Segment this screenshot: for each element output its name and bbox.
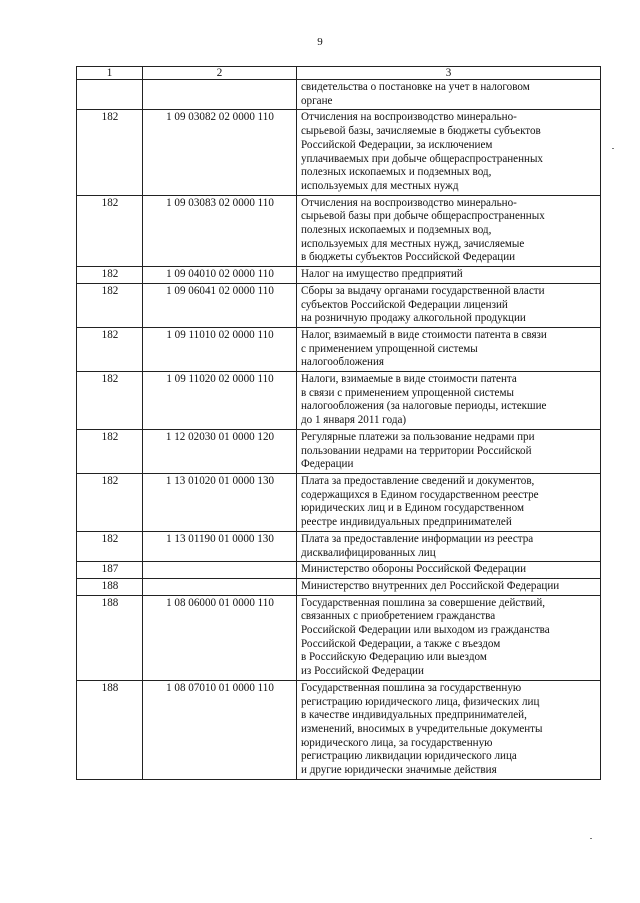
description-cell: Министерство обороны Российской Федерации: [297, 562, 601, 579]
description-cell: Государственная пошлина за государственную регистрацию юридического лица, физических лиц в качестве индивидуальных предпринимателей, изменений, вносимых в учредительные документы юридического лица, за государственную регистрацию ликвидации юридического лица и другие юридически значимые действия: [297, 680, 601, 779]
table-row: [77, 578, 601, 595]
table-row: [77, 562, 601, 579]
admin-code-cell: [77, 80, 143, 110]
revenue-code-cell: 1 09 04010 02 0000 110: [143, 267, 297, 284]
admin-code-cell: 188: [77, 578, 143, 595]
table-row: [77, 110, 601, 195]
admin-code-cell: 182: [77, 429, 143, 473]
table-row: [77, 80, 601, 110]
description-cell: Налог, взимаемый в виде стоимости патента в связи с применением упрощенной системы налогообложения: [297, 327, 601, 371]
revenue-code-cell: [143, 562, 297, 579]
revenue-codes-table: [76, 66, 601, 780]
admin-code-cell: 187: [77, 562, 143, 579]
table-row: [77, 429, 601, 473]
table-row: [77, 327, 601, 371]
revenue-code-cell: 1 13 01020 01 0000 130: [143, 473, 297, 531]
scan-speck: [590, 838, 592, 839]
revenue-code-cell: 1 09 03083 02 0000 110: [143, 195, 297, 267]
table-row: [77, 531, 601, 561]
page-number: 9: [317, 36, 323, 48]
table-header-row: [77, 67, 601, 80]
table-row: [77, 473, 601, 531]
table-row: [77, 267, 601, 284]
table-row: [77, 283, 601, 327]
admin-code-cell: 182: [77, 531, 143, 561]
revenue-code-cell: [143, 80, 297, 110]
description-cell: Государственная пошлина за совершение действий, связанных с приобретением гражданства Российской Федерации или выходом из гражданства Российской Федерации, а также с въездом в Российскую Федерацию или выездом из Российской Федерации: [297, 595, 601, 680]
scan-speck: [612, 148, 614, 149]
revenue-code-cell: 1 12 02030 01 0000 120: [143, 429, 297, 473]
revenue-code-cell: 1 09 03082 02 0000 110: [143, 110, 297, 195]
description-cell: Отчисления на воспроизводство минерально- сырьевой базы, зачисляемые в бюджеты субъектов Российской Федерации, за исключением уплачиваемых при добыче общераспространенных полезных ископаемых и подземных вод, используемых для местных нужд: [297, 110, 601, 195]
revenue-code-cell: [143, 578, 297, 595]
description-cell: Отчисления на воспроизводство минерально- сырьевой базы при добыче общераспространенных полезных ископаемых и подземных вод, используемых для местных нужд, зачисляемые в бюджеты субъектов Российской Федерации: [297, 195, 601, 267]
admin-code-cell: 182: [77, 473, 143, 531]
revenue-code-cell: 1 13 01190 01 0000 130: [143, 531, 297, 561]
admin-code-cell: 182: [77, 327, 143, 371]
table-row: [77, 680, 601, 779]
revenue-code-cell: 1 09 11020 02 0000 110: [143, 372, 297, 430]
column-header-1: 1: [77, 67, 143, 80]
admin-code-cell: 182: [77, 372, 143, 430]
admin-code-cell: 182: [77, 110, 143, 195]
table-row: [77, 372, 601, 430]
admin-code-cell: 182: [77, 267, 143, 284]
admin-code-cell: 182: [77, 195, 143, 267]
table-row: [77, 595, 601, 680]
column-header-3: 3: [297, 67, 601, 80]
table-row: [77, 195, 601, 267]
revenue-code-cell: 1 09 06041 02 0000 110: [143, 283, 297, 327]
admin-code-cell: 182: [77, 283, 143, 327]
admin-code-cell: 188: [77, 595, 143, 680]
description-cell: Плата за предоставление сведений и документов, содержащихся в Едином государственном реестре юридических лиц и в Едином государственном реестре индивидуальных предпринимателей: [297, 473, 601, 531]
description-cell: Регулярные платежи за пользование недрами при пользовании недрами на территории Российской Федерации: [297, 429, 601, 473]
description-cell: свидетельства о постановке на учет в налоговом органе: [297, 80, 601, 110]
revenue-code-cell: 1 08 07010 01 0000 110: [143, 680, 297, 779]
description-cell: Плата за предоставление информации из реестра дисквалифицированных лиц: [297, 531, 601, 561]
column-header-2: 2: [143, 67, 297, 80]
admin-code-cell: 188: [77, 680, 143, 779]
description-cell: Налоги, взимаемые в виде стоимости патента в связи с применением упрощенной системы налогообложения (за налоговые периоды, истекшие до 1 января 2011 года): [297, 372, 601, 430]
revenue-code-cell: 1 08 06000 01 0000 110: [143, 595, 297, 680]
description-cell: Министерство внутренних дел Российской Федерации: [297, 578, 601, 595]
description-cell: Налог на имущество предприятий: [297, 267, 601, 284]
revenue-code-cell: 1 09 11010 02 0000 110: [143, 327, 297, 371]
description-cell: Сборы за выдачу органами государственной власти субъектов Российской Федерации лицензий на розничную продажу алкогольной продукции: [297, 283, 601, 327]
